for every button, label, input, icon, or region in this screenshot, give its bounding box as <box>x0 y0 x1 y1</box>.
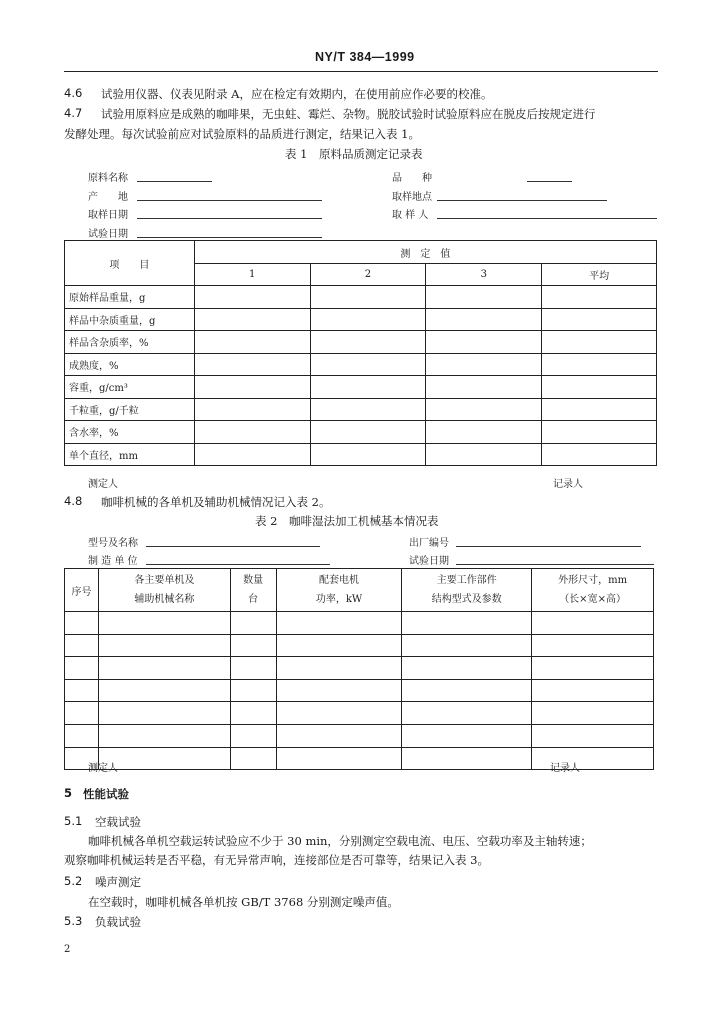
table-row <box>65 398 657 421</box>
field-origin-line <box>137 200 322 201</box>
field-sampling-date-line <box>137 218 322 219</box>
field-serial-number: 出厂编号 <box>409 538 449 549</box>
field-sampling-location-line <box>437 200 607 201</box>
section-5-title: 性能试验 <box>83 787 129 801</box>
table2-header-index-label: 序号 <box>71 586 92 598</box>
field-origin: 产 地 <box>88 192 128 203</box>
table-row <box>65 679 654 702</box>
table2-header-motor-l1: 配套电机 <box>319 575 360 586</box>
table1 <box>64 240 657 466</box>
field-manufacturer-line <box>146 564 330 565</box>
table1-row-label: 含水率，% <box>65 421 195 444</box>
table1-row-label: 单个直径，mm <box>65 443 195 466</box>
table1-header-measured: 测 定 值 <box>194 241 656 264</box>
table-row <box>65 657 654 680</box>
table2-recorder: 记录人 <box>550 763 580 774</box>
field-model-name: 型号及名称 <box>88 538 138 549</box>
table1-subheader-2: 2 <box>310 264 426 286</box>
section-5-3-title: 负载试验 <box>95 915 141 929</box>
table1-row-label: 成熟度，% <box>65 353 195 376</box>
field-material-name-line <box>137 181 212 182</box>
table1-row-label: 样品含杂质率，% <box>65 331 195 354</box>
field-test-date-line <box>137 237 322 238</box>
section-5-1-number: 5.1 <box>64 814 83 828</box>
section-4-6-number: 4.6 <box>64 86 83 100</box>
table2-header-machine-l2: 辅助机械名称 <box>134 594 195 605</box>
section-4-7-line1: 试验用原料应是成熟的咖啡果，无虫蛀、霉烂、杂物。脱胶试验时试验原料应在脱皮后按规定进行 <box>101 107 596 121</box>
table-row <box>65 421 657 444</box>
section-5-2-title: 噪声测定 <box>95 875 141 889</box>
table2-header-index <box>65 569 99 612</box>
document-code: NY/T 384—1999 <box>315 50 415 64</box>
table-row <box>65 376 657 399</box>
table-row <box>65 308 657 331</box>
table2-header-dimensions-l2: （长×宽×高） <box>559 594 626 605</box>
table2-header-parts-l1: 主要工作部件 <box>436 575 497 586</box>
section-5-2-number: 5.2 <box>64 874 83 888</box>
table1-tester: 测定人 <box>88 479 118 490</box>
header-rule <box>64 71 658 72</box>
field-serial-number-line <box>456 546 641 547</box>
table2-header-machine-l1: 各主要单机及 <box>134 575 195 586</box>
field-test-date-2: 试验日期 <box>409 556 449 567</box>
section-5-1-title: 空载试验 <box>95 815 141 829</box>
table-row <box>65 353 657 376</box>
section-5-1-line2: 观察咖啡机械运转是否平稳，有无异常声响，连接部位是否可靠等，结果记入表 3。 <box>64 853 489 867</box>
table2-header-motor-l2: 功率，kW <box>315 594 363 605</box>
table-row <box>65 724 654 747</box>
field-sampler: 取 样 人 <box>392 210 429 221</box>
section-5-2-line1: 在空载时，咖啡机械各单机按 GB/T 3768 分别测定噪声值。 <box>88 895 399 909</box>
table1-row-label: 原始样品重量，g <box>65 286 195 309</box>
table1-row-label: 千粒重，g/千粒 <box>65 398 195 421</box>
table2-caption: 表 2 咖啡湿法加工机械基本情况表 <box>255 514 439 528</box>
table1-recorder: 记录人 <box>553 479 583 490</box>
section-5-number: 5 <box>64 786 73 800</box>
section-5-1-line1: 咖啡机械各单机空载运转试验应不少于 30 min，分别测定空载电流、电压、空载功率及主轴转速； <box>88 834 592 848</box>
table1-header-item: 项 目 <box>65 241 195 286</box>
section-5-3-number: 5.3 <box>64 914 83 928</box>
table-row <box>65 634 654 657</box>
table2-header-motor <box>276 569 402 612</box>
field-material-name: 原料名称 <box>88 173 128 184</box>
field-model-name-line <box>146 546 320 547</box>
section-4-7-number: 4.7 <box>64 106 83 120</box>
table2-header-quantity-l2: 台 <box>248 594 259 605</box>
table2-header-machine <box>98 569 230 612</box>
section-4-6-text: 试验用仪器、仪表见附录 A，应在检定有效期内，在使用前应作必要的校准。 <box>101 87 493 101</box>
table2-header-quantity <box>230 569 276 612</box>
table-row <box>65 612 654 635</box>
section-4-7-line2: 发酵处理。每次试验前应对试验原料的品质进行测定，结果记入表 1。 <box>64 127 420 141</box>
table1-caption: 表 1 原料品质测定记录表 <box>285 147 423 161</box>
table1-subheader-3: 3 <box>426 264 542 286</box>
table2-header-dimensions <box>532 569 654 612</box>
table2-header-parts-l2: 结构型式及参数 <box>431 594 502 605</box>
field-test-date-2-line <box>456 564 654 565</box>
table-row <box>65 443 657 466</box>
page-number: 2 <box>64 944 71 955</box>
field-manufacturer: 制 造 单 位 <box>88 556 138 567</box>
table2-tester: 测定人 <box>88 763 118 774</box>
section-4-8-number: 4.8 <box>64 494 83 508</box>
field-sampling-location: 取样地点 <box>392 192 432 203</box>
section-4-8-text: 咖啡机械的各单机及辅助机械情况记入表 2。 <box>101 495 331 509</box>
table-row <box>65 331 657 354</box>
field-variety: 品 种 <box>392 173 432 184</box>
table2 <box>64 568 654 770</box>
table2-header-quantity-l1: 数量 <box>243 575 264 586</box>
field-variety-line <box>527 181 572 182</box>
table1-row-label: 样品中杂质重量，g <box>65 308 195 331</box>
table2-header-dimensions-l1: 外形尺寸，mm <box>558 575 628 586</box>
table-row <box>65 286 657 309</box>
table1-row-label: 容重，g/cm³ <box>65 376 195 399</box>
table1-subheader-1: 1 <box>194 264 310 286</box>
field-sampler-line <box>437 218 657 219</box>
table2-header-parts <box>402 569 532 612</box>
table-row <box>65 702 654 725</box>
field-test-date: 试验日期 <box>88 229 128 240</box>
field-sampling-date: 取样日期 <box>88 210 128 221</box>
table1-subheader-avg: 平均 <box>542 264 657 286</box>
